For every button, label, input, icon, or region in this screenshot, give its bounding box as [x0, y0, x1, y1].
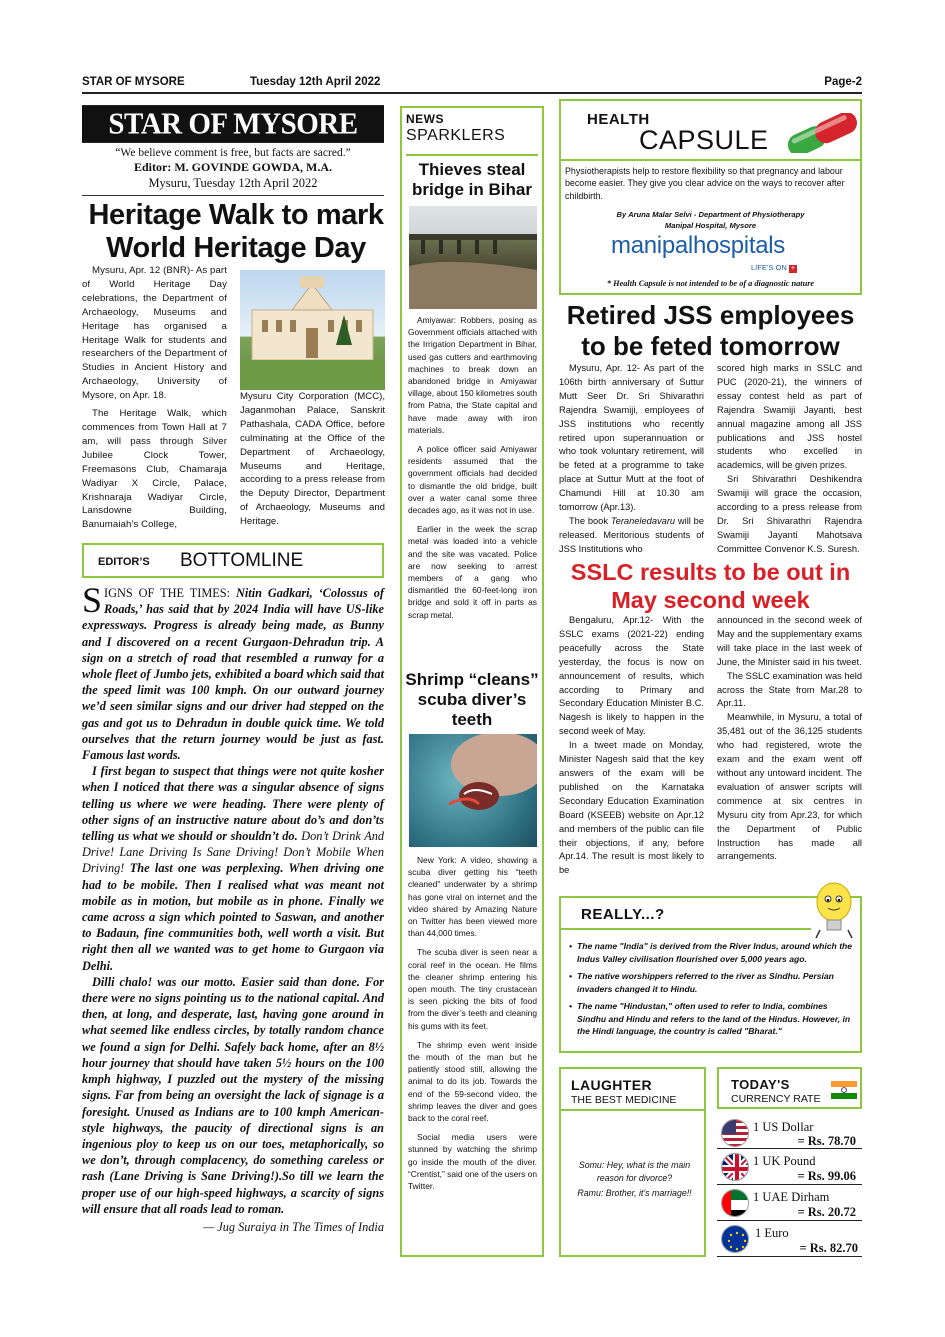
masthead-dateline: Mysuru, Tuesday 12th April 2022 [82, 176, 384, 196]
news-a1-p3: Earlier in the week the scrap metal was loaded into a vehicle and the site was vacated. Police are now seeking to arrest members of a gang who dismantled the 60-feet-long iron bridge and sold it off in parts as scrap metal. [408, 524, 537, 620]
shrimp-diver-image [409, 734, 537, 847]
manipal-tag-text: LIFE’S ON [751, 263, 787, 272]
eu-flag-icon [721, 1225, 749, 1253]
pill-capsule-icon [779, 113, 865, 153]
heritage-col2 [240, 390, 385, 529]
editors-title: BOTTOMLINE [180, 550, 304, 571]
health-note: * Health Capsule is not intended to be of a diagnostic nature [606, 279, 815, 288]
heritage-col2-text: Mysuru City Corporation (MCC), Jaganmohan Palace, Sanskrit Pathashala, CADA Office, before culminating at the Office of the Department of Archaeology, Museums and Heritage, according to a press release from the Deputy Director, Department of Archaeology, Museums and Heritage. [240, 391, 385, 528]
editors-p2 [82, 763, 384, 974]
heritage-photo [240, 270, 385, 390]
bridge-image [409, 206, 537, 309]
heritage-col1-p1: Mysuru, Apr. 12 (BNR)- As part of World Heritage Day celebrations, the Department of Archaeology, Museums and Heritage has organised a Heritage Walk for students and researchers of the Department of Studies in Ancient History and Archaeology, University of Mysore, on Apr. 18. [82, 265, 227, 402]
news-a2 [408, 854, 537, 1199]
currency-name: 1 UK Pound [753, 1154, 816, 1168]
currency-list [717, 1112, 862, 1257]
news-tag: NEWS [406, 112, 444, 126]
masthead-title: STAR OF MYSORE [82, 105, 384, 143]
uk-flag-icon [721, 1153, 749, 1181]
jaganmohan-building-image [240, 270, 385, 390]
news-a2-p1: New York: A video, showing a scuba diver getting his “teeth cleaned” underwater by a shrimp has gone viral on internet and the video shared by Amazing Nature on Twitter has been viewed more than 44,000 times. [408, 855, 537, 939]
sslc-col1-p2: In a tweet made on Monday, Minister Nagesh said that the key answers of the exam will be published on the Karnataka Secondary Education Examination Board (KSEEB) website on Apr.12 and members of the public can file their objections, if any, before Apr.14. The result is most likely to be [559, 740, 704, 876]
currency-subtitle: CURRENCY RATE [731, 1093, 821, 1105]
masthead [82, 106, 384, 196]
editors-p1-text: Nitin Gadkari, ‘Colossus of Roads,’ has said that by 2024 India will have US-like expressways. Progress is already being made, as Bunny and I discovered on a recent Gurgaon-Dehradun trip. A sign on a stretch of road that resembled a runway for a whole fleet of Jumbo jets, exhibited a board which said that the speed limit was 100 kmph. On our outward journey we’d seen similar signs and our driver had stepped on the gas and got us to Dehradun in double quick time. We told ourselves that the return journey would be just as fast. Famous last words. [82, 586, 384, 763]
jss-col2-p1: scored high marks in SSLC and PUC (2020-21), the winners of essay contest held as part of Rajendra Swamiji Jayanti, best annual magazine among all JSS publications and JSS hostel students who excelled in academics, will be given prizes. [717, 363, 862, 471]
heritage-col1 [82, 264, 227, 532]
currency-row-gbp [717, 1151, 862, 1185]
india-flag-icon [831, 1077, 857, 1103]
editors-tag: EDITOR’S [98, 556, 150, 568]
currency-value: = Rs. 20.72 [797, 1205, 856, 1219]
news-a1-p1: Amiyawar: Robbers, posing as Government officials attached with the Irrigation Department in Bihar, used gas cutters and earthmoving machines to break down an abandoned bridge in Amiyawar village, about 150 kilometres south from Patna, the State capital and have made away with iron materials. [408, 315, 537, 435]
news-h2: Shrimp “cleans” scuba diver’s teeth [405, 670, 539, 729]
news-title: SPARKLERS [406, 127, 506, 144]
laughter-a: Ramu: Brother, it’s marriage!! [577, 1188, 692, 1198]
news-h1: Thieves steal bridge in Bihar [412, 160, 532, 199]
news-header [406, 112, 538, 156]
currency-row-eur [717, 1223, 862, 1257]
news-a2-p2: The scuba diver is seen near a coral reef in the ocean. He films the cleaner shrimp entering his open mouth. The tiny crustacean is seen picking the bits of food from the diver’s teeth and cleaning his gums with its feet. [408, 947, 537, 1031]
sslc-col1 [559, 614, 704, 878]
editors-p2c: The last one was perplexing. When driving one had to be mobile. Then I realised what was meant not mobile as in motion, but mobile as in phone. Finally we came across a sign which pointed to Saswan, and another to Badaun, fine communities both, well worth a visit. But right then all we wanted was to get home to Gurgaon via Delhi. [82, 861, 384, 973]
sslc-col2 [717, 614, 862, 864]
laughter-q: Somu: Hey, what is the main reason for divorce? [578, 1160, 691, 1183]
editors-p2b: Don’t Drink And Drive! Lane Driving Is Sane Driving! Don’t Mobile When Driving! [82, 829, 385, 876]
editors-p3: Dilli chalo! was our motto. Easier said than done. For there were no signs pointing us to the national capital. And then, at long, and desperate, last, having gone around in what seemed like endless circles, by totally random chance we found a sign for Delhi. Safely back home, after an 8½ hour journey that should have taken 5½ hours on the 100 kmph highway, I puzzled out the mystery of the missing signs. Far from being an oversight the lack of signage is a foresight. Unused as Indians are to 100 kmph American-style highways, the paucity of directional signs is an ingenious ploy to keep us on our toes, metaphorically, so we don’t, through complacency, do something careless or rash (Lane Driving is Sane Driving!).So till we learn the proper use of our high-speed highways, a scarcity of signs will ensure that all roads lead to roman. [82, 974, 384, 1216]
jss-col1 [559, 362, 704, 557]
health-tag: HEALTH [587, 111, 650, 128]
jss-book-a: The book [569, 515, 611, 526]
editors-credit: — Jug Suraiya in The Times of India [203, 1219, 384, 1234]
sslc-col2-p3: Meanwhile, in Mysuru, a total of 35,481 out of the 36,125 students who had registered, wrote the exam and the exam went off without any untoward incident. The evaluation of answer scripts will commence at six centres in Mysuru city from Apr.23, for which the Department of Public Instruction has made all arrangements. [717, 712, 862, 862]
really-title: REALLY...? [581, 906, 665, 923]
really-item-text: The native worshippers referred to the river as Sindhu. Persian invaders changed it to Hindu. [577, 970, 834, 994]
editors-box-header [82, 543, 384, 578]
header-page: Page-2 [824, 76, 862, 88]
heritage-col1-p2: The Heritage Walk, which commences from Town Hall at 7 am, will pass through Silver Jubilee Clock Tower, Freemasons Club, Chamaraja Wadiyar X Circle, Palace, Krishnaraja Wadiyar Circle, Lansdowne Building, Banumaiah’s College, [82, 408, 227, 531]
jss-col2 [717, 362, 862, 557]
editors-lead: IGNS OF THE TIMES: [104, 586, 236, 600]
plus-icon: + [790, 265, 795, 272]
jss-col2-p2: Sri Shivarathri Deshikendra Swamiji will grace the occasion, according to a press release from Dr. Sri Shivarathri Rajendra Swamiji Jayanti Mahotsava Committee Convenor K.S. Suresh. [717, 474, 862, 554]
shrimp-photo [409, 734, 537, 847]
page-header [82, 76, 862, 94]
editors-text [82, 580, 385, 1235]
uae-flag-icon [721, 1189, 749, 1217]
sslc-col1-p1: Bengaluru, Apr.12- With the SSLC exams (2021-22) ending peacefully across the State yesterday, the focus is now on announcement of results, which according to Primary and Secondary Education Minister B.C. Nagesh is likely to happen in the second week of May. [559, 615, 704, 737]
sslc-headline: SSLC results to be out in May second week [570, 559, 851, 613]
health-org: Manipal Hospital, Mysore [664, 221, 757, 230]
editors-p2a: I first began to suspect that things were not quite kosher when I noticed that there was a singular absence of signs telling us where we were heading. There were plenty of other signs of an instructive nature about do’s and don’ts telling us what we should or shouldn’t do. [82, 764, 384, 844]
currency-name: 1 US Dollar [753, 1120, 814, 1134]
laughter-subtitle: THE BEST MEDICINE [571, 1094, 677, 1106]
health-title: CAPSULE [639, 125, 769, 155]
masthead-motto: “We believe comment is free, but facts are sacred.” [115, 147, 351, 159]
currency-row-aed [717, 1187, 862, 1221]
currency-title: TODAY'S [731, 1077, 790, 1092]
laughter-box [559, 1067, 706, 1257]
sslc-col2-p2: The SSLC examination was held across the State from Mar.28 to Apr.11. [717, 670, 862, 709]
really-item-text: The name "Hindustan," often used to refer to India, combines Sindhu and Hindu and refers to the land of the Hindus. However, in the Hindi language, the country is called "Bharat." [577, 1000, 851, 1037]
manipal-logo: manipalhospitals [611, 232, 785, 259]
bridge-photo [409, 206, 537, 309]
news-a1-p2: A police officer said Amiyawar residents assumed that the government officials had decided to dismantle the old bridge, built over a water canal some three decades ago, as it was not in use. [408, 444, 537, 516]
currency-header [717, 1067, 862, 1109]
really-item: • The name "India" is derived from the River Indus, around which the Indus Valley civilisation flourished over 5,000 years ago. [569, 941, 853, 964]
really-list [569, 940, 857, 1038]
lightbulb-mascot-icon [812, 880, 856, 942]
health-box [559, 99, 862, 295]
drop-cap: S [82, 580, 103, 620]
heritage-headline: Heritage Walk to mark World Heritage Day [88, 199, 384, 264]
really-item-text: The name "India" is derived from the River Indus, around which the Indus Valley civilisation flourished over 5,000 years ago. [577, 941, 853, 964]
laughter-title: LAUGHTER [571, 1077, 652, 1093]
currency-value: = Rs. 78.70 [797, 1134, 856, 1148]
jss-col1-p1: Mysuru, Apr. 12- As part of the 106th birth anniversary of Suttur Mutt Seer Dr. Sri Shivarathri Rajendra Swamiji, employees of JSS institutions who recently retired upon superannuation or who took voluntary retirement, will be feted at a programme to take place at Suttur Mutt at the foot of Chamundi Hill at 10.30 am tomorrow (Apr.13). [559, 363, 704, 513]
currency-name: 1 UAE Dirham [753, 1190, 830, 1204]
manipal-tag [751, 263, 797, 273]
currency-name: 1 Euro [755, 1226, 789, 1240]
sslc-col2-p1: announced in the second week of May and the supplementary exams will take place in the last week of June, the Minister said in his tweet. [717, 615, 862, 667]
news-a2-p3: The shrimp even went inside the mouth of the man but he patiently stood still, allowing the animal to do its job. Towards the end of the 59-second video, the shrimp leaves the diver and goes back to the coral reef. [408, 1039, 537, 1124]
header-paper: STAR OF MYSORE [82, 76, 185, 88]
health-by: By Aruna Malar Selvi - Department of Physiotherapy [616, 210, 805, 219]
editors-p1 [82, 580, 384, 763]
really-item: • The name "Hindustan," often used to refer to India, combines Sindhu and Hindu and refers to the land of the Hindus. However, in the Hindi language, the country is called "Bharat." [569, 1000, 851, 1037]
really-item: • The native worshippers referred to the river as Sindhu. Persian invaders changed it to Hindu. [569, 970, 834, 994]
news-a1 [408, 314, 537, 628]
currency-value: = Rs. 82.70 [799, 1241, 858, 1255]
jss-book-c: will be released. Meritorious students of JSS Institutions who [559, 515, 704, 554]
health-text: Physiotherapists help to restore flexibility so that pregnancy and labour become easier. They give you clear advice on the ways to recover after childbirth. [565, 166, 845, 201]
header-date: Tuesday 12th April 2022 [250, 76, 381, 88]
news-a2-p4: Social media users were stunned by watching the shrimp go inside the mouth of the diver. “Crentist,” said one of the users on Twitter. [408, 1132, 537, 1192]
currency-row-usd [717, 1115, 862, 1149]
jss-headline: Retired JSS employees to be feted tomorrow [566, 300, 855, 361]
jss-book-title: Teraneledavaru [610, 515, 676, 526]
currency-value: = Rs. 99.06 [797, 1169, 856, 1183]
us-flag-icon [721, 1119, 749, 1147]
jss-col1-p2 [559, 515, 704, 557]
masthead-editor: Editor: M. GOVINDE GOWDA, M.A. [134, 160, 332, 174]
